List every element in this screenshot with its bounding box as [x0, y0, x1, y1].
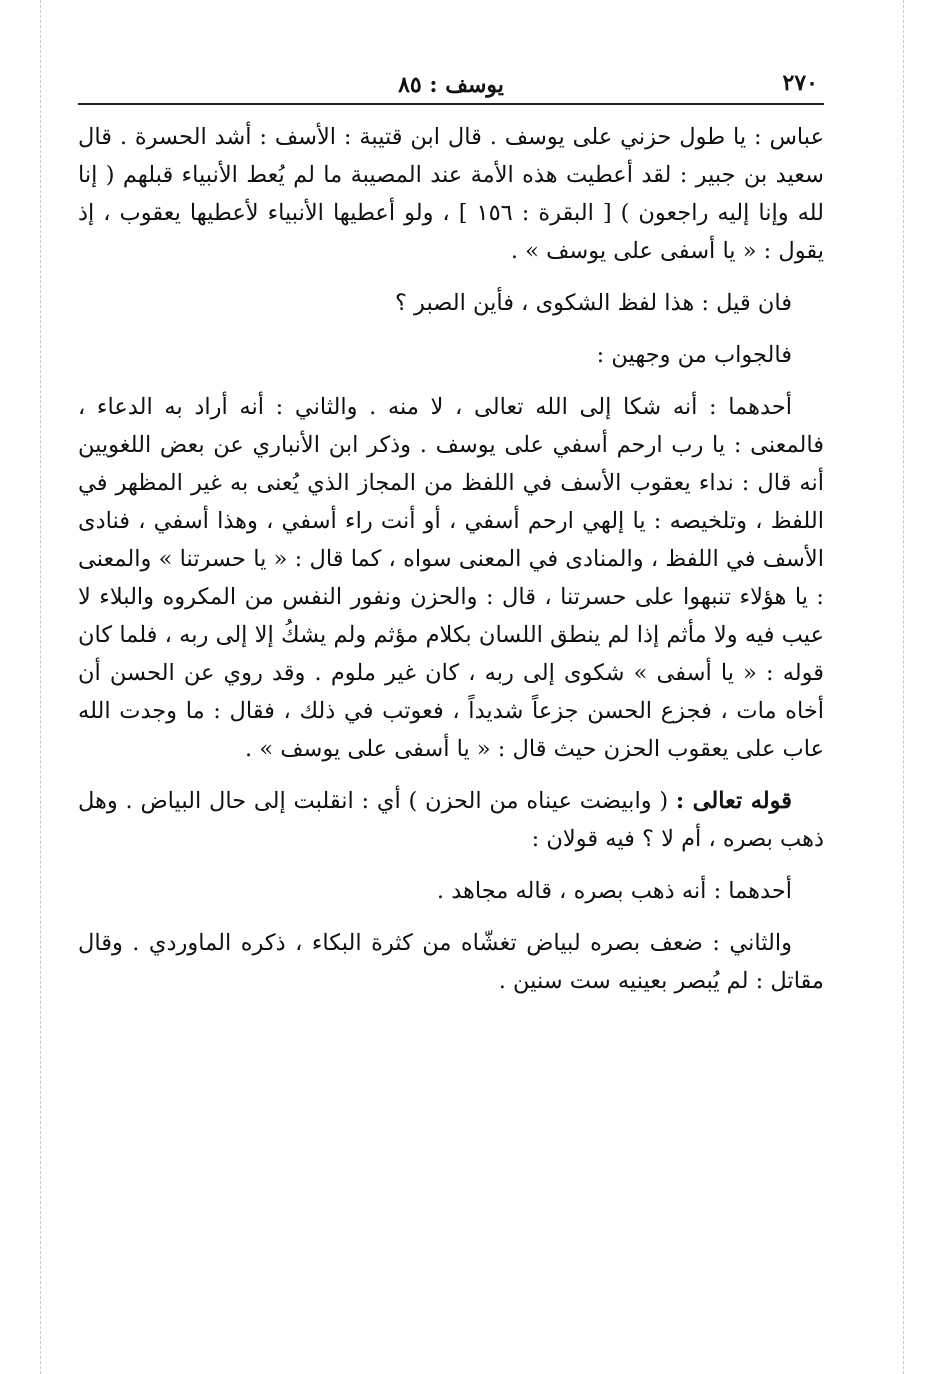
paragraph-2: فان قيل : هذا لفظ الشكوى ، فأين الصبر ؟: [394, 290, 792, 316]
scan-edge-right: [903, 0, 904, 1374]
paragraph-4: أحدهما : أنه شكا إلى الله تعالى ، لا منه . والثاني : أنه أراد به الدعاء ، فالمعنى : يا رب ارحم أسفي على يوسف . وذكر ابن الأنباري عن بعض اللغويين أنه قال : نداء يعقوب الأسف في اللفظ من المجاز الذي يُعنى به غير المظهر في اللفظ ، وتلخيصه : يا إلهي ارحم أسفي ، أو أنت راء أسفي ، وهذا أسفي ، فنادى الأسف في اللفظ ، والمنادى في المعنى سواه ، كما قال : « يا حسرتنا » والمعنى : يا هؤلاء تنبهوا على حسرتنا ، قال : والحزن ونفور النفس من المكروه والبلاء لا عيب فيه ولا مأثم إذا لم ينطق اللسان بكلام مؤثم ولم يشكُ إلا إلى ربه ، فلما كان قوله : « يا أسفى » شكوى إلى ربه ، كان غير ملوم . وقد روي عن الحسن أن أخاه مات ، فجزع الحسن جزعاً شديداً ، فعوتب في ذلك ، فقال : ما وجدت الله عاب على يعقوب الحزن حيث قال : « يا أسفى على يوسف » .: [78, 394, 824, 762]
running-head: يوسف : ٨٥: [398, 72, 504, 98]
verse-commentary: ( وابيضت عيناه من الحزن ) أي : انقلبت إلى حال البياض . وهل ذهب بصره ، أم لا ؟ فيه قولان :: [78, 788, 824, 852]
header-rule: [78, 103, 824, 105]
paragraph-1: عباس : يا طول حزني على يوسف . قال ابن قتيبة : الأسف : أشد الحسرة . قال سعيد بن جبير : لقد أعطيت هذه الأمة عند المصيبة ما لم يُعط الأنبياء قبلهم ( إنا لله وإنا إليه راجعون ) [ البقرة : ١٥٦ ] ، ولو أعطيها الأنبياء لأعطيها يعقوب ، إذ يقول : « يا أسفى على يوسف » .: [78, 124, 824, 264]
paragraph-7: والثاني : ضعف بصره لبياض تغشّاه من كثرة البكاء ، ذكره الماوردي . وقال مقاتل : لم يُبصر بعينيه ست سنين .: [78, 930, 824, 994]
page-header: [78, 58, 824, 106]
paragraph-6: أحدهما : أنه ذهب بصره ، قاله مجاهد .: [436, 878, 792, 904]
verse-lead: قوله تعالى :: [675, 788, 792, 814]
page-body: [78, 118, 824, 1000]
paragraph-5: [78, 782, 824, 858]
page-number: ٢٧٠: [782, 70, 818, 96]
scan-edge-left: [40, 0, 41, 1374]
paragraph-3: فالجواب من وجهين :: [596, 342, 792, 368]
